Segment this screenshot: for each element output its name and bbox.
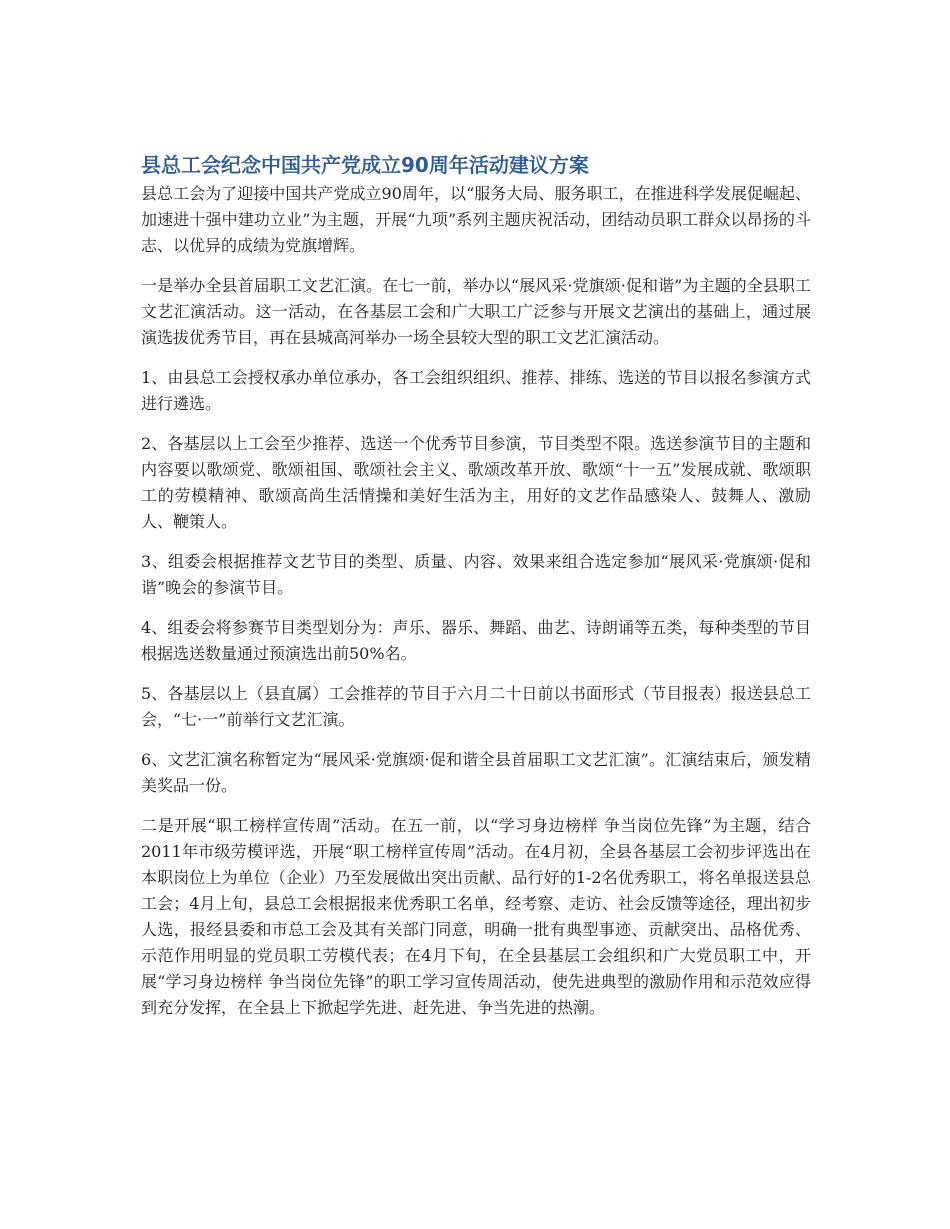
document-title: 县总工会纪念中国共产党成立90周年活动建议方案 bbox=[141, 153, 589, 177]
item-5-paragraph: 5、各基层以上（县直属）工会推荐的节目于六月二十日前以书面形式（节目报表）报送县总工会，“七·一”前举行文艺汇演。 bbox=[141, 684, 811, 729]
item-4-paragraph: 4、组委会将参赛节目类型划分为：声乐、器乐、舞蹈、曲艺、诗朗诵等五类，每种类型的节目根据选送数量通过预演选出前50%名。 bbox=[141, 618, 811, 663]
item-1-paragraph: 1、由县总工会授权承办单位承办，各工会组织组织、推荐、排练、选送的节目以报名参演方式进行遴选。 bbox=[141, 368, 811, 413]
document-page bbox=[141, 151, 811, 1035]
section-two-paragraph: 二是开展“职工榜样宣传周”活动。在五一前，以“学习身边榜样 争当岗位先锋”为主题，结合2011年市级劳模评选，开展“职工榜样宣传周”活动。在4月初，全县各基层工会初步评选出在本职岗位上为单位（企业）乃至发展做出突出贡献、品行好的1-2名优秀职工，将名单报送县总工会；4月上旬，县总工会根据报来优秀职工名单，经考察、走访、社会反馈等途径，理出初步人选，报经县委和市总工会及其有关部门同意，明确一批有典型事迹、贡献突出、品格优秀、示范作用明显的党员职工劳模代表；在4月下旬，在全县基层工会组织和广大党员职工中，开展“学习身边榜样 争当岗位先锋”的职工学习宣传周活动，使先进典型的激励作用和示范效应得到充分发挥，在全县上下掀起学先进、赶先进、争当先进的热潮。 bbox=[141, 816, 811, 1017]
section-one-paragraph: 一是举办全县首届职工文艺汇演。在七一前，举办以“展风采·党旗颂·促和谐”为主题的全县职工文艺汇演活动。这一活动，在各基层工会和广大职工广泛参与开展文艺演出的基础上，通过展演选拔优秀节目，再在县城高河举办一场全县较大型的职工文艺汇演活动。 bbox=[141, 276, 811, 347]
item-2-paragraph: 2、各基层以上工会至少推荐、选送一个优秀节目参演，节目类型不限。选送参演节目的主题和内容要以歌颂党、歌颂祖国、歌颂社会主义、歌颂改革开放、歌颂“十一五”发展成就、歌颂职工的劳模精神、歌颂高尚生活情操和美好生活为主，用好的文艺作品感染人、鼓舞人、激励人、鞭策人。 bbox=[141, 434, 811, 531]
item-6-paragraph: 6、文艺汇演名称暂定为“展风采·党旗颂·促和谐全县首届职工文艺汇演”。汇演结束后，颁发精美奖品一份。 bbox=[141, 750, 811, 795]
intro-paragraph: 县总工会为了迎接中国共产党成立90周年，以“服务大局、服务职工，在推进科学发展促崛起、加速进十强中建功立业”为主题，开展“九项”系列主题庆祝活动，团结动员职工群众以昂扬的斗志、以优异的成绩为党旗增辉。 bbox=[141, 184, 811, 255]
item-3-paragraph: 3、组委会根据推荐文艺节目的类型、质量、内容、效果来组合选定参加“展风采·党旗颂·促和谐”晚会的参演节目。 bbox=[141, 552, 811, 597]
